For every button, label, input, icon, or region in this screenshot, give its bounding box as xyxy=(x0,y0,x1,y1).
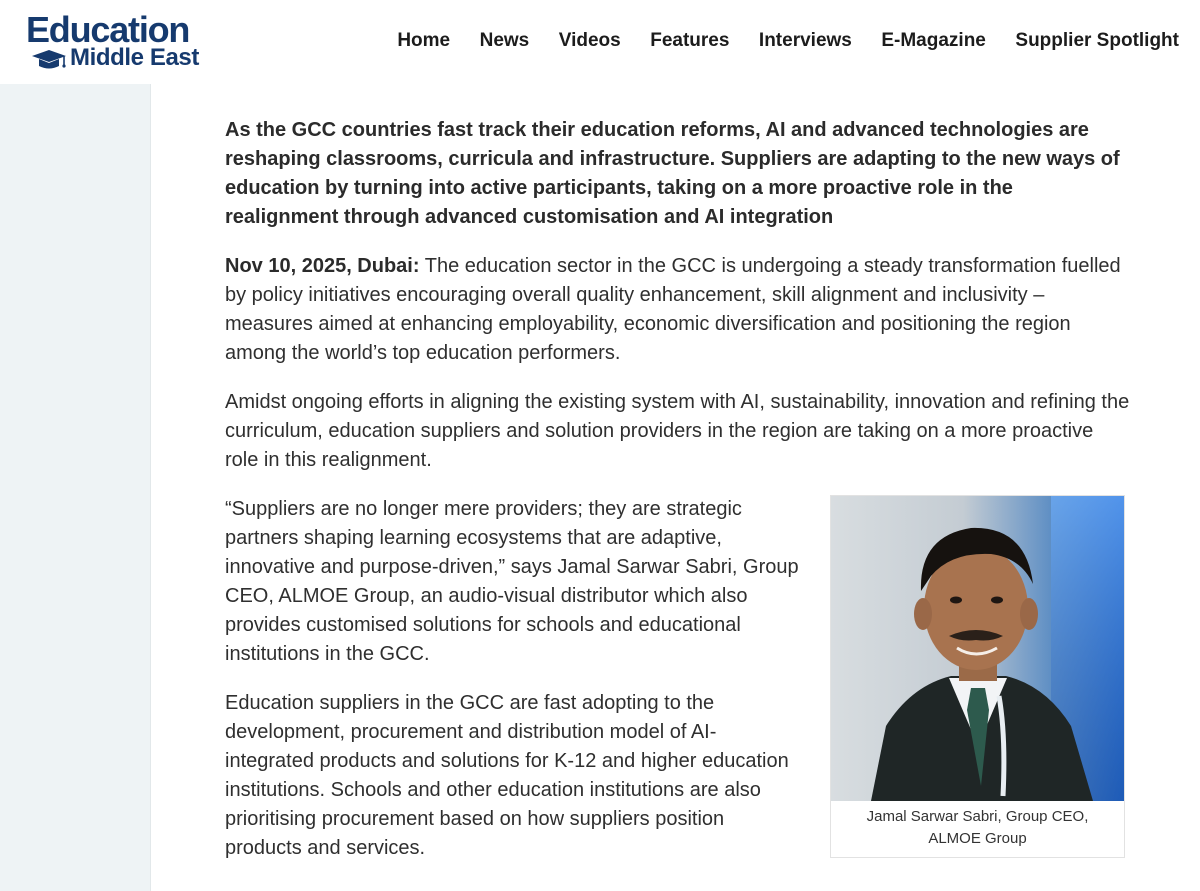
nav-supplier-spotlight[interactable]: Supplier Spotlight xyxy=(1015,30,1179,51)
nav-home[interactable]: Home xyxy=(397,30,451,51)
nav-e-magazine[interactable]: E-Magazine xyxy=(881,30,986,51)
site-header xyxy=(0,0,1200,84)
nav-videos[interactable]: Videos xyxy=(558,30,621,51)
caption-line-2: ALMOE Group xyxy=(928,830,1027,847)
nav-features[interactable]: Features xyxy=(650,30,730,51)
caption-line-1: Jamal Sarwar Sabri, Group CEO, xyxy=(866,808,1089,825)
dateline: Nov 10, 2025, Dubai: xyxy=(225,255,420,277)
left-sidebar xyxy=(0,84,151,891)
article-paragraph-4: Education suppliers in the GCC are fast adopting to the development, procurement and distribution model of AI-integrated products and solutions for K-12 and higher education institutions. Schools and other education institutions are also prioritising procurement based on how suppliers position products and services. xyxy=(225,692,789,859)
photo-caption xyxy=(831,806,1124,850)
paragraph-1-text: The education sector in the GCC is undergoing a steady transformation fuelled by policy initiatives encouraging overall quality enhancement, skill alignment and inclusivity – measures aimed at enhancing employability, economic diversification and positioning the region among the world’s top education performers. xyxy=(225,255,1121,364)
article-paragraph-2: Amidst ongoing efforts in aligning the existing system with AI, sustainability, innovation and refining the curriculum, education suppliers and solution providers in the region are taking on a more proactive role in this realignment. xyxy=(225,391,1130,471)
article-lead: As the GCC countries fast track their education reforms, AI and advanced technologies are reshaping classrooms, curricula and infrastructure. Suppliers are adapting to the new ways of education by turning into active participants, taking on a more proactive role in the realignment through advanced customisation and AI integration xyxy=(225,119,1120,228)
logo-line1: Education xyxy=(26,9,190,50)
graduation-cap-icon xyxy=(30,49,68,71)
nav-news[interactable]: News xyxy=(479,30,530,51)
nav-interviews[interactable]: Interviews xyxy=(758,30,852,51)
main-nav xyxy=(368,28,1179,54)
site-logo[interactable] xyxy=(26,9,206,72)
article-figure xyxy=(830,495,1125,858)
article-paragraph-3: “Suppliers are no longer mere providers; they are strategic partners shaping learning ecosystems that are adaptive, innovative and purpose-driven,” says Jamal Sarwar Sabri, Group CEO, ALMOE Group, an audio-visual distributor which also provides customised solutions for schools and educational institutions in the GCC. xyxy=(225,498,799,665)
logo-line2: Middle East xyxy=(70,44,199,71)
portrait-image xyxy=(831,496,1124,801)
portrait-photo xyxy=(831,496,1124,801)
article-paragraph-1 xyxy=(225,252,1130,368)
